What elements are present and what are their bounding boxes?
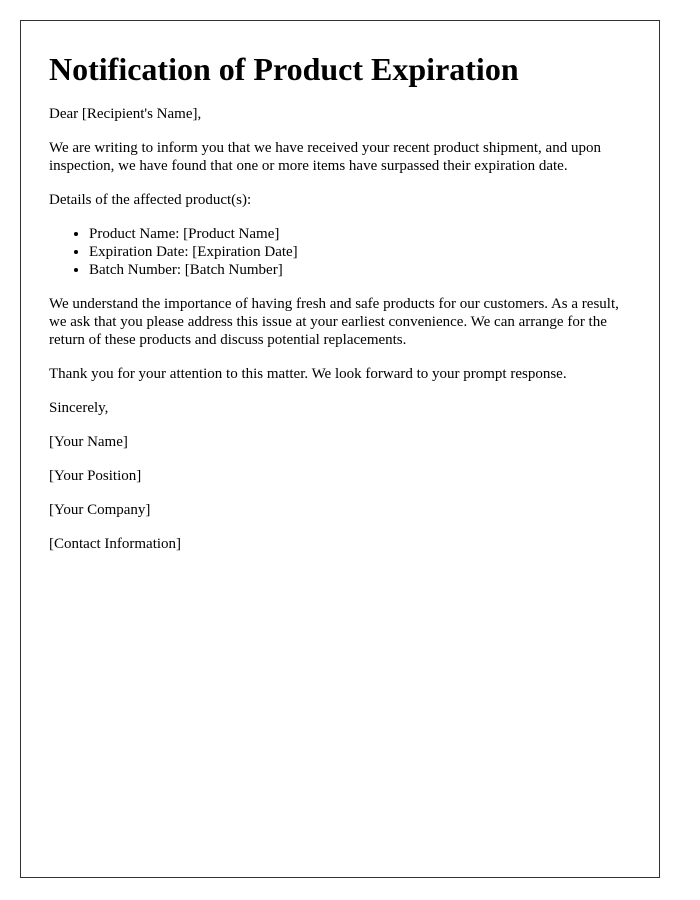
- signature-name: [Your Name]: [49, 434, 128, 450]
- request-paragraph: We understand the importance of having fresh and safe products for our customers. As a result, we ask that you please address this issue at your earliest convenience. We can arrange for the return of these products and discuss potential replacements.: [49, 296, 619, 348]
- details-list: [49, 225, 631, 279]
- letter-title: Notification of Product Expiration: [49, 51, 519, 87]
- thanks-paragraph: Thank you for your attention to this matter. We look forward to your prompt response.: [49, 366, 567, 382]
- signature-company: [Your Company]: [49, 502, 151, 518]
- detail-product-name: • Product Name: [Product Name]: [89, 225, 631, 243]
- detail-expiration-date: • Expiration Date: [Expiration Date]: [89, 243, 631, 261]
- detail-batch-number: • Batch Number: [Batch Number]: [89, 261, 631, 279]
- signature-position: [Your Position]: [49, 468, 142, 484]
- closing: Sincerely,: [49, 400, 109, 416]
- letter-page: [20, 20, 660, 878]
- details-heading: Details of the affected product(s):: [49, 192, 252, 208]
- salutation: Dear [Recipient's Name],: [49, 106, 202, 122]
- intro-paragraph: We are writing to inform you that we have received your recent product shipment, and upon inspection, we have found that one or more items have surpassed their expiration date.: [49, 140, 601, 174]
- signature-contact: [Contact Information]: [49, 536, 182, 552]
